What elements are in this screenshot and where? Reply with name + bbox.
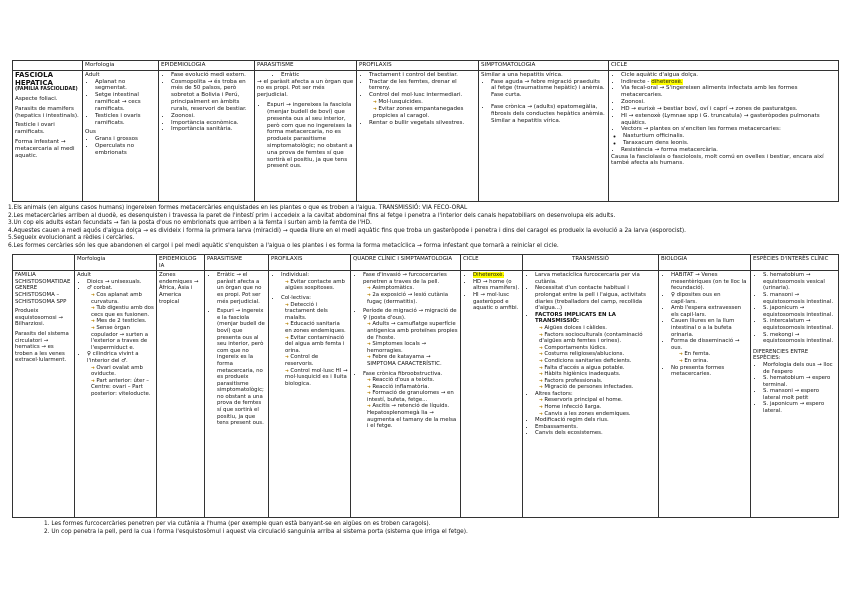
list-item: ➜ Reacció d'ous a teixits.: [367, 377, 458, 384]
list-item: • S. mansoni → equistosomosis intestinal.: [763, 292, 836, 305]
list: [525, 417, 656, 437]
list: [353, 272, 458, 285]
list-item: ➜ Canvis a les zones endemiques.: [539, 411, 656, 418]
list-item: ➜ Reservoris principal el home.: [539, 397, 656, 404]
list-item: ➜ Evitar contacte amb aigües sospitoses.: [285, 279, 348, 292]
parasitisme-cell: [255, 70, 357, 201]
list: [77, 351, 154, 364]
step: 1.Els animals (en alguns casos humans) ingereixen formes metacercàries enquistades en les plantes o que es troben a l'aigua. TRANSMISSIÓ: VIA FECO-ORAL: [8, 205, 468, 211]
list-item: ➜ Control mol·lusc HI → mol·lusquicid es i lluita biologica.: [285, 368, 348, 388]
list-item: • Dioics → unisexuals.: [87, 279, 154, 286]
name-cell: [13, 271, 75, 518]
list: [611, 72, 836, 133]
list-item: • Fase crònica fibroobstructiva.: [363, 371, 458, 378]
sublist: [525, 325, 656, 391]
header-cell: [13, 255, 75, 271]
list-item: • Grans i grossos: [95, 136, 156, 143]
list-item: ➜ Ovari ovalat amb oviducte.: [91, 365, 154, 378]
list-item: • HABITAT → Venes mesentèriques (on te lloc la fecundació).: [671, 272, 748, 292]
highlight: diheteroxè.: [651, 78, 683, 85]
list-item: • Modificació regim dels rius.: [535, 417, 656, 424]
list-item: • Aplanat no segmentat.: [95, 79, 156, 93]
header-cell: [13, 61, 83, 71]
list-item: • Zoonosi.: [171, 113, 252, 120]
list-item: • S. hematobium → espero terminal.: [763, 375, 836, 388]
list: [85, 79, 156, 127]
profilaxis-cell: [269, 271, 351, 518]
list-item: • Cosmopolita → és troba en més de 50 països, però sobretot a Bolivia i Perú, principalment en àmbits rurals, reservori de bestiar.: [171, 79, 252, 113]
list-item: • Importància econòmica.: [171, 120, 252, 127]
list-item: ➜ Falta d'accés a aigua potable.: [539, 365, 656, 372]
list-item: • Rentar o bullir vegetals silvestres.: [369, 120, 476, 127]
step: 6.Les formes cercàries són les que abandonen el cargol i pel medi aquàtic s'enquisten a l'aigua o les plantes i es forma la forma metacíclica → forma infestant que tornarà a reinicíar el cicle.: [8, 242, 559, 249]
list: [463, 272, 520, 312]
list-item: • HD → eurixè → bestiar boví, oví i caprí → zones de pasturatges.: [621, 106, 836, 113]
list: [661, 365, 748, 378]
list-item: • ♂ corbat.: [87, 285, 154, 292]
text: → el paràsit afecta a un òrgan que no es propi. Pot ser més perjudicial.: [257, 78, 354, 99]
note: Parasits de mamifers (hepatics i intestinals).: [15, 105, 79, 119]
list-item: • Embassaments.: [535, 424, 656, 431]
list: [161, 72, 252, 133]
list-item: • Fase d'invasió → furcocercaries penetren a traves de la pell.: [363, 272, 458, 285]
text: Similar a una hepatitis vírica.: [481, 71, 563, 78]
list-item: • Fase aguda → febre migració praeduits al fetge (traumatisme hepàtic) i anèmia. Fase curta.: [491, 79, 606, 99]
epidemiologia-cell: Zones endemiques → Àfrica, Àsia i America tropical: [157, 271, 205, 518]
list-item: • Vectors → plantes on s'enciten les formes metacercaries:: [621, 126, 836, 133]
sublist: [525, 397, 656, 417]
list-item: • Operculats no embrionats: [95, 143, 156, 157]
subheading: DIFERENCIES ENTRE ESPÈCIES:: [753, 348, 809, 362]
list-item: ➜ Asimptomàtics.: [367, 285, 458, 292]
list-item: ➜ Cos aplanat amb curvatura.: [91, 292, 154, 305]
note: Produeix esquistosomosi → Bilharziosi.: [15, 308, 63, 328]
sublist: [353, 285, 458, 305]
list-item: ➜ Costums religioses/ablucions.: [539, 351, 656, 358]
list: [481, 104, 606, 124]
epidemiologia-cell: [159, 70, 255, 201]
sublist: [77, 365, 154, 398]
list-item: • Tractament i control del bestiar.: [369, 72, 476, 79]
note: Forma infestant → metacercaria al medi aquatic.: [15, 139, 75, 159]
list-item: • S. japonicum → equistosomosis intestinal.: [763, 305, 836, 318]
list-item: ◦ Nasturtium officinalis.: [623, 133, 836, 140]
name-cell: [13, 70, 83, 201]
list-item: ➜ En orina.: [679, 358, 748, 365]
list-item: • Morfologia dels ous → lloc de l'espero: [763, 362, 836, 375]
list-item: • Larva metacíclica furcocercaria per via cutània.: [535, 272, 656, 285]
list-item: ➜ Reacció inflamatòria.: [367, 384, 458, 391]
list: [611, 147, 836, 154]
list-item: • ♀ cilindrica vivint a l'interior del ♂.: [87, 351, 154, 364]
parasite-family: (FAMILIA FASCIOLIDAE): [15, 87, 78, 93]
sublist: [77, 292, 154, 351]
list-item: • Erràtic: [281, 72, 354, 79]
list-item: • Forma de disseminació → ous.: [671, 338, 748, 351]
list-item: • S. intercalatum → equistosomosis intestinal.: [763, 318, 836, 331]
sublist: [611, 133, 836, 147]
step: 5.Segueix evolucionant a rèdies i cercàries.: [8, 235, 135, 242]
note: Parasits del sistema circulatori → hematics → es troben a les venes extracel·lularment.: [15, 330, 69, 364]
parasite-title: FAMILIA SCHISTOSOMATIDAE GENERE SCHISTOSOMA – SCHISTOSOMA SPP: [15, 272, 71, 305]
list-item: • Testicles i ovaris ramificats.: [95, 113, 156, 127]
header-cell: QUADRE CLÍNIC I SIMPTAMATOLOGIA: [351, 255, 461, 271]
list-item: ➜ Adults → camuflatge superfície antigenica amb proteïnes propies de l'hoste.: [367, 321, 458, 341]
sublist: [353, 321, 458, 367]
list-item: • Resistència → forma metacercària.: [621, 147, 836, 154]
list-item: • HD → home (o altres mamífers).: [473, 279, 520, 292]
parasite-title: FASCIOLA HEPATICA: [15, 70, 54, 87]
header-cell: TRANSMISSIÓ: [523, 255, 659, 271]
list: [525, 272, 656, 325]
schistosoma-table: [12, 254, 839, 518]
list: [77, 279, 154, 292]
header-cell: PROFILAXIS: [269, 255, 351, 271]
header-cell: CICLE: [609, 61, 839, 71]
step: 4.Aquestes cauen a medi aquós d'aigua dolça → es divideix i forma la primera larva (miracidi) → queda lliure en el medi aquàtic fins que troba un gasteròpode i penetra i dins del caragol es produeix la evolució a 2a larva (esporocist).: [8, 227, 687, 234]
list-item: • Espuri → ingereix e la fasciola (menjar budell de boví) que presenta ous al seu interior, però com que no ingereix es la forma metacercaria, no es produeix parasitisme simptomatològic; no obstant a una prova de femtes sí que sortirà el positiu, ja que tens present ous.: [217, 308, 266, 427]
list: [525, 391, 656, 398]
list: [353, 308, 458, 321]
list-item: • Via fecal-oral → S'ingereixen aliments infectats amb les formes metacercaries.: [621, 85, 836, 99]
header-cell: BIOLOGIA: [659, 255, 751, 271]
list: [359, 72, 476, 99]
biologia-cell: [659, 271, 751, 518]
highlight: Diheteroxè.: [473, 272, 505, 279]
list-item: • Període de migració → migració de ♀ (posta d'ous).: [363, 308, 458, 321]
list-item: • Importància sanitària.: [171, 126, 252, 133]
profilaxis-cell: [357, 70, 479, 201]
note: Testicle i ovari ramificats.: [15, 122, 55, 136]
list-item: • Necessitat d'un contacte habitual i prolongat entre la pell i l'aigua, activitats diaries (treballadors del camp, recollida d'aigua...): [535, 285, 656, 311]
text: Indirecte -: [621, 78, 652, 85]
sublist: [661, 351, 748, 364]
list-item: ➜ Migració de persones infectades.: [539, 384, 656, 391]
list-item: ➜ En femta.: [679, 351, 748, 358]
sublist: [271, 302, 348, 388]
list-item: • Cauen lliures en la llum intestinal o a la bufeta orinaria.: [671, 318, 748, 338]
table-header-row: [13, 255, 839, 271]
list-item: ➜ Control de reservoris.: [285, 354, 348, 367]
note: Aspecte foliaci.: [15, 96, 58, 103]
list-item: • Control del mol·lusc intermediari.: [369, 92, 476, 99]
list-item: • S. japonicum → espero lateral.: [763, 401, 836, 414]
list-item: • No presenta formes metacercaries.: [671, 365, 748, 378]
table-header-row: [13, 61, 839, 71]
list-item: ➜ Part anterior: úter – Centre: ovari – Part posterior: viteloducte.: [91, 378, 154, 398]
header-cell: Morfologia: [75, 255, 157, 271]
list: [753, 362, 836, 415]
list-item: ◦ Taraxacum dens leonis.: [623, 140, 836, 147]
cicle-cell: [461, 271, 523, 518]
list-item: • Setge intestinal ramificat → cecs ramificats.: [95, 92, 156, 112]
list-item: ➜ Aigües dolces i càlides.: [539, 325, 656, 332]
label: Ous: [85, 129, 96, 136]
cicle-cell: [609, 70, 839, 201]
list: [271, 272, 348, 279]
table-row: [13, 271, 839, 518]
label: Adult: [77, 272, 92, 279]
list-item: ➜ Simptomes locals → hemorragies.: [367, 341, 458, 354]
header-cell: CICLE: [461, 255, 523, 271]
list: [257, 72, 354, 79]
sublist: [359, 99, 476, 119]
transmissio-cell: [523, 271, 659, 518]
step: 3.Un cop els adults estan fecundats → fan la posta d'ous no embrionats que arriben a la femta i surten amb la femta de l'HD.: [8, 220, 372, 227]
list-item: • Fase crònica → (adults) epatomegàlia, fibrosis dels conductes hepàtics anèmia. Similar a hepatitis vírica.: [491, 104, 606, 124]
list-item: • Zoonosi.: [621, 99, 836, 106]
list-item: • Amb l'espera extravessen els capil·lars.: [671, 305, 748, 318]
list: [481, 79, 606, 99]
header-cell: PARASITISME: [255, 61, 357, 71]
list-item: ➜ Formació de granulomes → en intestí, bufeta, fetge...: [367, 390, 458, 403]
label: Adult: [85, 71, 100, 78]
header-cell: SIMPTOMATOLOGIA: [479, 61, 609, 71]
list-item: • Espuri → ingereixes la fasciola (menjar budell de boví) que presenta ous al seu interior, però com que no ingereixes la forma metacercaria, no es produeix parasitisme simptomatològic; no obstant a una prova de femtes sí que sortirà el positiu, ja que tens present ous.: [267, 102, 354, 170]
especies-cell: [751, 271, 839, 518]
header-cell: PROFILAXIS: [357, 61, 479, 71]
step: 2.Les metacercàries arriben al duodè, es desenquisten i travessa la paret de l'intestí prim i accedeix a la cavitat abdominal fins al fetge i penetra a l'interior dels canals hepatobiliars on desenvolupa els adults.: [8, 212, 616, 219]
list-item: ➜ Mol·lusquicides.: [373, 99, 476, 106]
header-cell: Morfologia: [83, 61, 159, 71]
list-item: • Canvis dels ecosistemes.: [535, 430, 656, 437]
footnote: 2. Un cop penetra la pell, perd la cua i forma l'esquistosòmul i aquest via circulació sanguinia arriba al sistema porta (sistema que irriga el fetge).: [44, 528, 468, 535]
parasitisme-cell: [205, 271, 269, 518]
list-item: ➜ Factors socioculturals (contaminació d'aigües amb femtes i orines).: [539, 332, 656, 345]
quadre-clinic-cell: [351, 271, 461, 518]
list-item: ➜ 2a exposició → lesió cutània fugaç (dermatitis).: [367, 292, 458, 305]
list-item: • HI → mol·lusc gasteròpod e aquatic o amfibi.: [473, 292, 520, 312]
footnotes: [44, 521, 468, 536]
list-item: • Altres factors:: [535, 391, 656, 398]
list-item: [473, 272, 520, 279]
list-item: ➜ Condicions sanitaries deficients.: [539, 358, 656, 365]
list: [271, 295, 348, 302]
list-item: • FACTORS IMPLICATS EN LA TRANSMISSIÓ:: [535, 312, 656, 325]
sublist: [271, 279, 348, 292]
list: [753, 272, 836, 345]
list: [661, 272, 748, 351]
list-item: • Cicle aquàtic d'aigua dolça.: [621, 72, 836, 79]
morfologia-cell: [83, 70, 159, 201]
list-item: ➜ Factors professionals.: [539, 378, 656, 385]
table-row: [13, 70, 839, 201]
cycle-steps: [8, 205, 686, 250]
header-cell: ESPÈCIES D'INTERÈS CLÍNIC: [751, 255, 839, 271]
list-item: ➜ Mes de 2 testicles.: [91, 318, 154, 325]
list: [85, 136, 156, 156]
fasciola-table: [12, 60, 839, 202]
morfologia-cell: [75, 271, 157, 518]
list-item: • S. mansoni → espero lateral molt petit: [763, 388, 836, 401]
list-item: • S. mekongi → equistosomosis intestinal.: [763, 332, 836, 345]
sublist: [353, 377, 458, 430]
header-cell: EPIDEMIOLOG IA: [157, 255, 205, 271]
list-item: ➜ Home infecció llarga.: [539, 404, 656, 411]
list-item: ➜ Ascitis → retenció de líquids. Hepatosplenomegà lia → augmenta el tamany de la melsa i el fetge.: [367, 403, 458, 429]
list-item: ➜ Febre de katayama → SIMPTOMA CARACTERÍSTIC.: [367, 354, 458, 367]
list-item: • Individual:: [281, 272, 348, 279]
simptomatologia-cell: [479, 70, 609, 201]
list-item: ➜ Hàbits higiènics inadequats.: [539, 371, 656, 378]
header-cell: EPIDEMIOLOGIA: [159, 61, 255, 71]
list: [207, 272, 266, 305]
list-item: • ♀ diposites ous en capil·lars.: [671, 292, 748, 305]
list-item: ➜ Tub digestiu amb dos cecs que es fusionen.: [91, 305, 154, 318]
list-item: • HI → estenoxè (Lymnae spp i G. truncatula) → gasteròpodes pulmonats aquàtics.: [621, 113, 836, 127]
header-cell: PARASITISME: [205, 255, 269, 271]
list: [257, 102, 354, 170]
list-item: ➜ Comportaments lúdics.: [539, 345, 656, 352]
list-item: ➜ Educació sanitaria en zones endemiques.: [285, 321, 348, 334]
list-item: • Tractar de les femtes, drenar el terreny.: [369, 79, 476, 93]
list-item: ➜ Evitar zones empantanegades propicies al caragol.: [373, 106, 476, 120]
footnote: 1. Les formes furcocercàries penetren per via cutània a l'huma (per exemple quan està banyant-se en aigües on es troben caragols).: [44, 521, 431, 527]
list-item: ➜ Sense òrgan copulador → surten a l'exterior a traves de l'espermiduct e.: [91, 325, 154, 351]
list-item: • S. hematobium → equistosomosis vesical (urinaria).: [763, 272, 836, 292]
text: Causa la fasciolasis o fasciolosis, molt comú en ovelles i bestiar, encara així també afecta als humans.: [611, 153, 824, 167]
list-item: ➜ Detecció i tractament dels malalts.: [285, 302, 348, 322]
list-item: [621, 79, 836, 86]
list: [359, 120, 476, 127]
list-item: • Col·lectiva:: [281, 295, 348, 302]
list-item: • Erràtic → el paràsit afecta a un òrgan que no es propi. Pot ser més perjudicial.: [217, 272, 266, 305]
list-item: • Fase evolució medi extern.: [171, 72, 252, 79]
list: [207, 308, 266, 427]
list-item: ➜ Evitar contaminació del aigua amb femta i orina.: [285, 335, 348, 355]
